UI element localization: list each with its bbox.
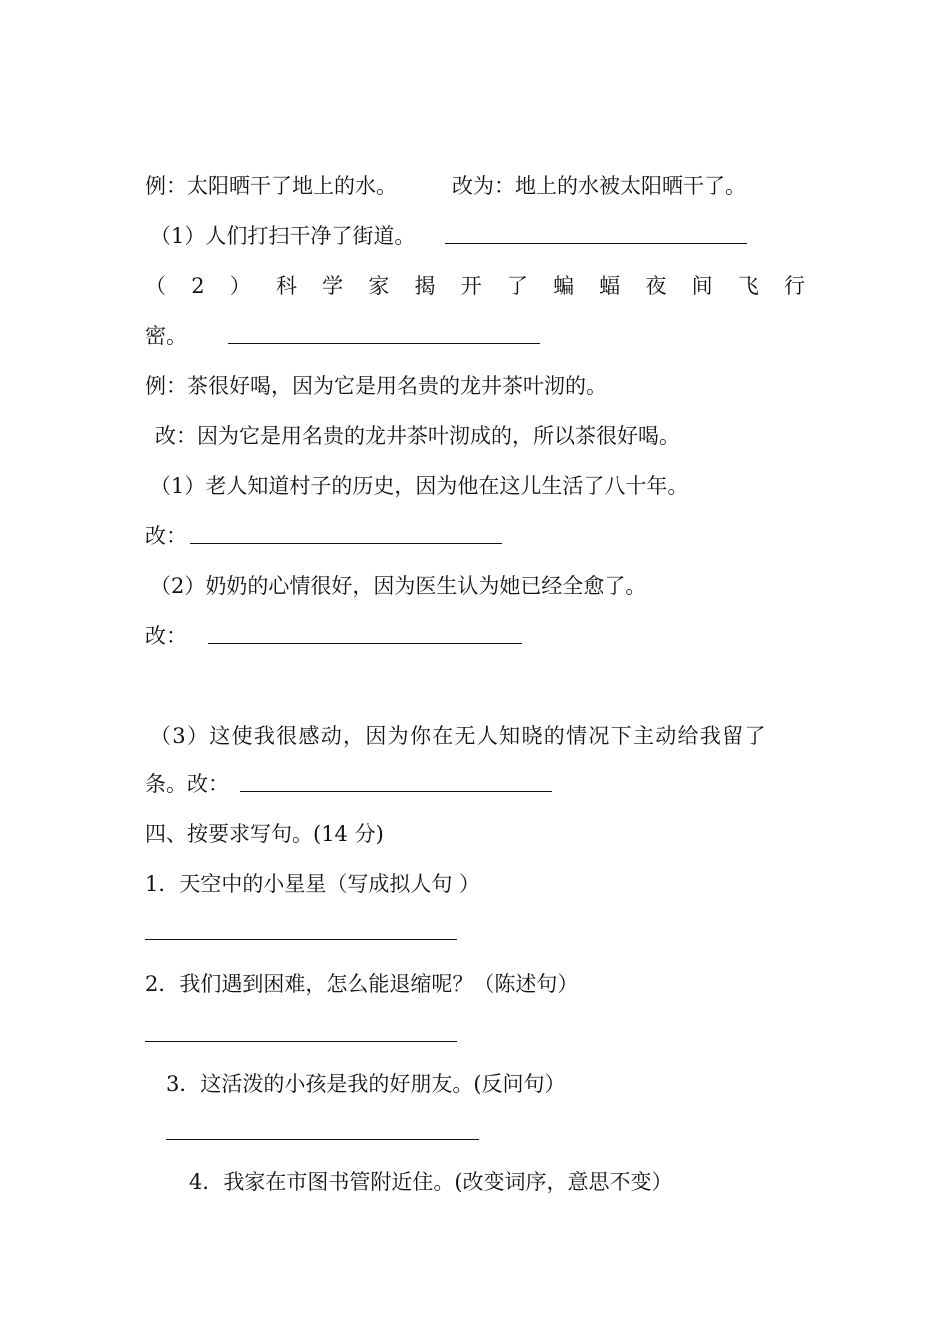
q2-char: 揭 <box>414 274 436 298</box>
question-2-line <box>145 272 805 300</box>
question-1: （1）人们打扫干净了街道。 <box>150 224 416 248</box>
answer-blank-p3[interactable] <box>240 790 552 792</box>
q2-char: 科 <box>275 274 297 298</box>
q2-char: 蝙 <box>553 274 575 298</box>
answer-blank-q1[interactable] <box>445 242 747 244</box>
q2-char: ） <box>229 274 251 298</box>
q2-char: 间 <box>691 274 713 298</box>
part-2-answer-label: 改： <box>145 624 187 648</box>
q2-char: 学 <box>322 274 344 298</box>
question-2-end: 密。 <box>145 324 187 348</box>
example1-changed: 改为：地上的水被太阳晒干了。 <box>452 174 746 198</box>
q2-char: 飞 <box>737 274 759 298</box>
part-3-end: 条。改： <box>145 772 229 796</box>
q2-char: 蝠 <box>599 274 621 298</box>
task-1: 1．天空中的小星星（写成拟人句 ） <box>145 872 481 896</box>
task-2: 2．我们遇到困难，怎么能退缩呢？（陈述句） <box>145 972 579 996</box>
part-1: （1）老人知道村子的历史，因为他在这儿生活了八十年。 <box>150 474 689 498</box>
task-4: 4．我家在市图书管附近住。(改变词序，意思不变） <box>189 1170 673 1194</box>
q2-char: 2 <box>191 274 205 298</box>
part-1-answer-label: 改： <box>145 524 187 548</box>
answer-blank-task-1[interactable] <box>145 938 457 940</box>
example2-original: 例：茶很好喝，因为它是用名贵的龙井茶叶沏的。 <box>145 374 607 398</box>
section-4-heading: 四、按要求写句。(14 分) <box>145 822 384 846</box>
task-3: 3．这活泼的小孩是我的好朋友。(反问句） <box>166 1072 566 1096</box>
q2-char: 行 <box>784 274 805 298</box>
answer-blank-p1[interactable] <box>190 542 502 544</box>
q2-char: 夜 <box>645 274 667 298</box>
answer-blank-task-3[interactable] <box>166 1138 479 1140</box>
q2-char: 开 <box>460 274 482 298</box>
answer-blank-p2[interactable] <box>208 642 522 644</box>
part-3: （3）这使我很感动，因为你在无人知晓的情况下主动给我留了 <box>150 724 767 748</box>
q2-char: 家 <box>368 274 390 298</box>
example1-original: 例：太阳晒干了地上的水。 <box>145 174 397 198</box>
example2-changed: 改：因为它是用名贵的龙井茶叶沏成的，所以茶很好喝。 <box>155 424 680 448</box>
q2-char: （ <box>145 274 166 298</box>
answer-blank-q2[interactable] <box>228 342 540 344</box>
answer-blank-task-2[interactable] <box>145 1040 457 1042</box>
part-2: （2）奶奶的心情很好，因为医生认为她已经全愈了。 <box>150 574 647 598</box>
q2-char: 了 <box>506 274 528 298</box>
